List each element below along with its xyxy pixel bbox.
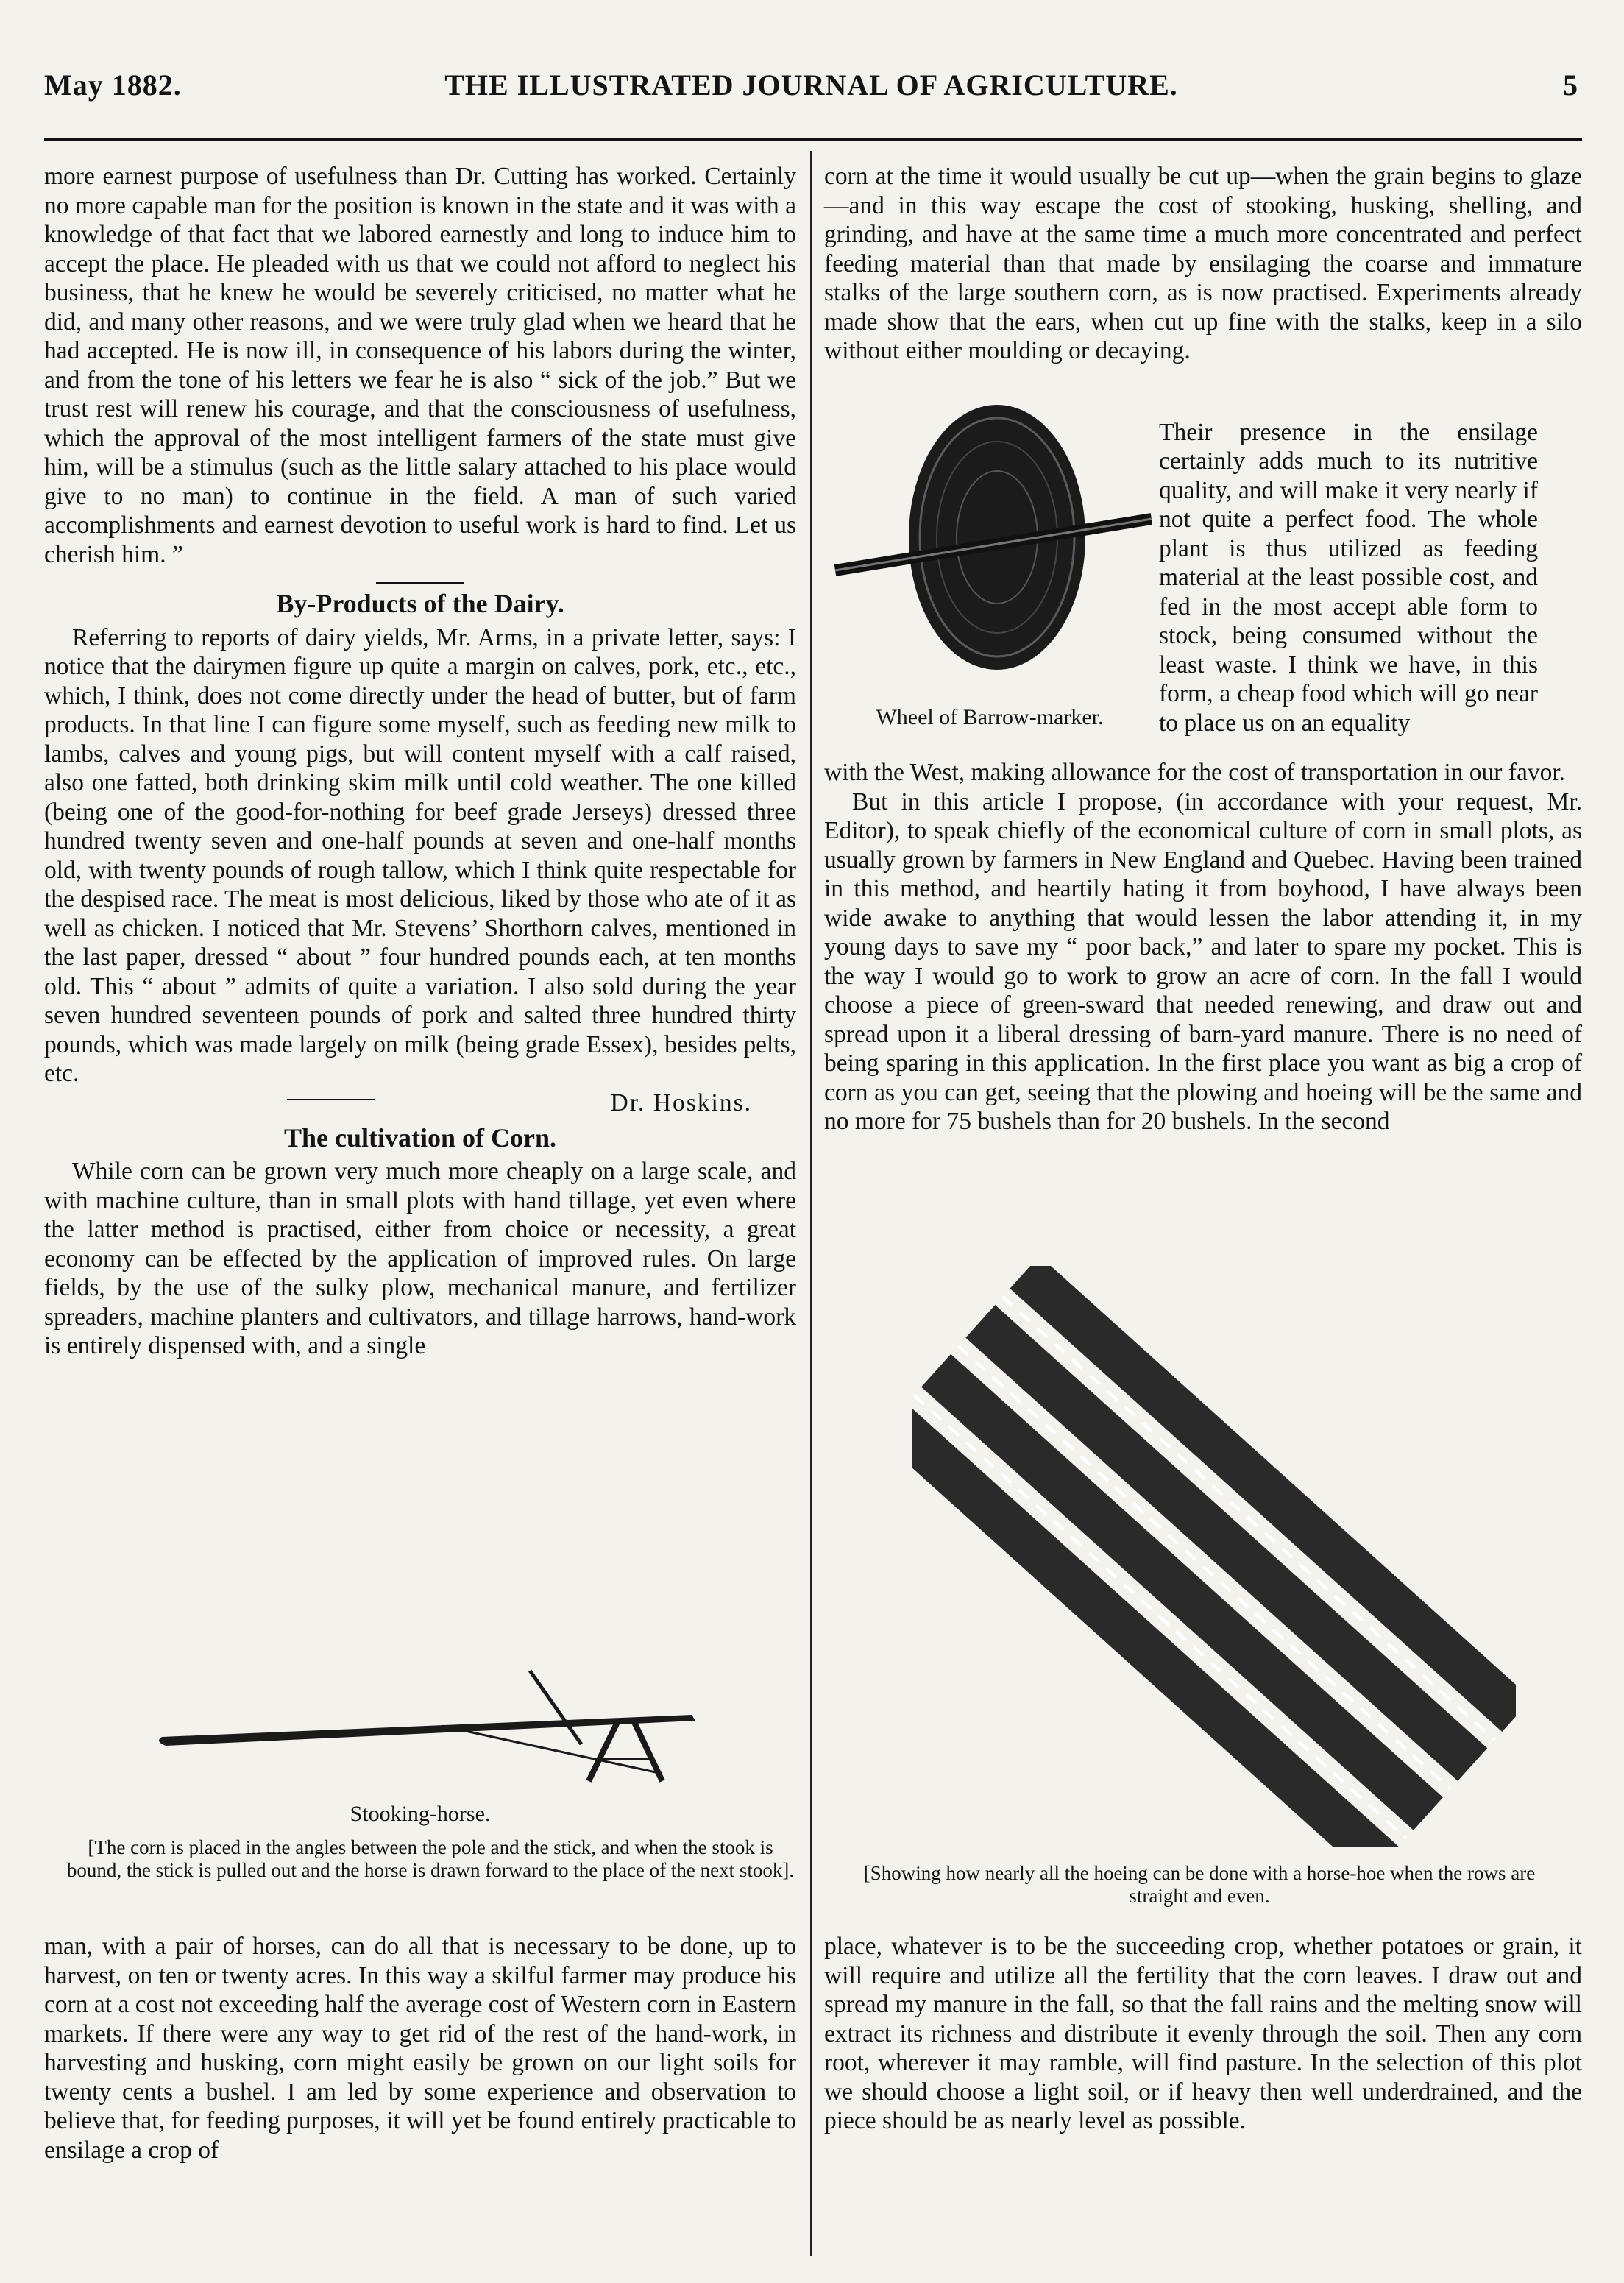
stooking-horse-illustration bbox=[147, 1656, 780, 1788]
right-column-bottom bbox=[824, 1932, 1582, 2136]
signature-line bbox=[44, 1089, 796, 1118]
final-paragraph: place, whatever is to be the succeeding crop, whether potatoes or grain, it will require and utilize all the fertility that the corn leaves. I draw out and spread my manure in the fall, so that the fall rains and the melting snow will extract its richness and distribute it evenly through the soil. Then any corn root, wherever it may ramble, will find pasture. In the selection of this plot we should choose a light soil, or if heavy then well underdrained, and the piece should be as nearly level as possible. bbox=[824, 1933, 1582, 2134]
section-divider bbox=[376, 582, 464, 584]
closing-paragraph: man, with a pair of horses, can do all that is necessary to be done, up to harvest, on ten or twenty acres. In this way a skilful farmer may produce his corn at a cost not exceeding half the average cost of Western corn in Eastern markets. If there were any way to get rid of the rest of the hand-work, in harvesting and husking, corn might easily be grown on our light soils for twenty cents a bushel. I am led by some experience and observation to believe that, for feeding purposes, it will yet be found entirely practicable to ensilage a crop of bbox=[44, 1933, 796, 2164]
wrap-text-block bbox=[1159, 393, 1538, 762]
corn-rows-illustration bbox=[912, 1266, 1516, 1847]
stooking-caption: Stooking-horse. bbox=[350, 1802, 491, 1826]
page-header bbox=[29, 68, 1593, 112]
left-column bbox=[44, 162, 796, 1361]
signature-dash bbox=[287, 1099, 375, 1100]
barrow-wheel-drawing bbox=[828, 397, 1152, 692]
main-paragraph: But in this article I propose, (in accordance with your request, Mr. Editor), to speak chiefly of the economical culture of corn in small plots, as usually grown by farmers in New England and Quebec. Having been trained in this method, and heartily hating it from boyhood, I have always been wide awake to anything that would lessen the labor attending it, in my young days to save my “ poor back,” and later to spare my pocket. This is the way I would go to work to grow an acre of corn. In the fall I would choose a piece of green-sward that needed renewing, and draw out and spread upon it a liberal dressing of barn-yard manure. There is no need of being sparing in this application. In the first place you want as big a crop of corn as you can get, seeing that the plowing and hoeing will be the same and no more for 75 bushels than for 20 bushels. In the second bbox=[824, 787, 1582, 1135]
right-column-top bbox=[824, 162, 1582, 366]
left-column-bottom bbox=[44, 1932, 796, 2165]
intro-paragraph: more earnest purpose of usefulness than Dr. Cutting has worked. Certainly no more capable man for the position is known in the state and it was with a knowledge of that fact that we labored earnestly and long to induce him to accept the place. He pleaded with us that we could not afford to neglect his business, that he knew he would be severely criticised, no matter what he did, and many other reasons, and we were truly glad when we heard that he had accepted. He is now ill, in consequence of his labors during the winter, and from the tone of his letters we fear he is also “ sick of the job.” But we trust rest will renew his courage, and that the consciousness of usefulness, which the approval of the most intelligent farmers of the state must give him, will be a stimulus (such as the little salary attached to his place would give to no man) to continue in the field. A man of such varied accomplishments and earnest devotion to useful work is hard to find. Let us cherish him. ” bbox=[44, 163, 796, 568]
wheel-caption: Wheel of Barrow-marker. bbox=[876, 705, 1104, 729]
dairy-paragraph: Referring to reports of dairy yields, Mr. Arms, in a private letter, says: I notice that the dairymen figure up quite a margin on calves, pork, etc., etc., which, I think, does not come directly under the head of butter, but of farm products. In that line I can figure some myself, such as feeding new milk to lambs, calves and young pigs, but will content myself with a calf raised, also one fatted, both drinking skim milk until cold weather. The one killed (being one of the good-for-nothing for beef grade Jerseys) dressed three hundred twenty seven and one-half pounds at seven and one-half months old, with twenty pounds of rough tallow, which I think quite respectable for the despised race. The meat is most delicious, liked by those who ate of it as well as chicken. I noticed that Mr. Stevens’ Shorthorn calves, mentioned in the last paper, dressed “ about ” four hundred pounds each, at ten months old. This “ about ” admits of quite a variation. I also sold during the year seven hundred seventeen pounds of pork and salted three hundred thirty pounds, which was made largely on milk (being grade Essex), besides pelts, etc. bbox=[44, 623, 796, 1087]
stooking-note: [The corn is placed in the angles between the pole and the stick, and when the stook is bound, the stick is pulled out and the horse is drawn forward to the place of the next stook]. bbox=[66, 1836, 795, 1881]
column-divider bbox=[810, 151, 812, 2256]
wrap-continuation: with the West, making allowance for the cost of transportation in our favor. bbox=[824, 759, 1566, 786]
header-rule bbox=[44, 138, 1582, 141]
rows-caption: [Showing how nearly all the hoeing can be done with a horse-hoe when the rows are straight and even. bbox=[863, 1862, 1536, 1907]
stooking-horse-drawing bbox=[147, 1656, 780, 1788]
corn-paragraph: While corn can be grown very much more cheaply on a large scale, and with machine culture, than in small plots with hand tillage, yet even where the latter method is practised, either from choice or necessity, a great economy can be effected by the application of improved rules. On large fields, by the use of the sulky plow, mechanical manure, and fertilizer spreaders, machine planters and cultivators, and tillage harrows, hand-work is entirely dispensed with, and a single bbox=[44, 1158, 796, 1359]
dairy-signature: Dr. Hoskins. bbox=[610, 1089, 752, 1116]
right-column-middle bbox=[824, 758, 1582, 1136]
issue-date: May 1882. bbox=[44, 68, 182, 102]
page-number: 5 bbox=[1563, 68, 1578, 102]
barrow-wheel-illustration bbox=[828, 397, 1152, 692]
journal-title: THE ILLUSTRATED JOURNAL OF AGRICULTURE. bbox=[444, 68, 1178, 102]
corn-rows-drawing bbox=[912, 1266, 1516, 1847]
dairy-heading: By-Products of the Dairy. bbox=[276, 589, 564, 618]
corn-heading: The cultivation of Corn. bbox=[283, 1122, 556, 1153]
wrap-paragraph: Their presence in the ensilage certainly adds much to its nutritive quality, and will make it very nearly if not quite a perfect food. The whole plant is thus utilized as feeding material at the least possible cost, and fed in the most accept able form to stock, being consumed without the least waste. I think we have, in this form, a cheap food which will go near to place us on an equality bbox=[1159, 418, 1538, 737]
right-top-paragraph: corn at the time it would usually be cut up—when the grain begins to glaze—and in this way escape the cost of stooking, husking, shelling, and grinding, and have at the same time a much more concentrated and perfect feeding material than that made by ensilaging the coarse and immature stalks of the large southern corn, as is now practised. Experiments already made show that the ears, when cut up fine with the stalks, keep in a silo without either moulding or decaying. bbox=[824, 163, 1582, 364]
